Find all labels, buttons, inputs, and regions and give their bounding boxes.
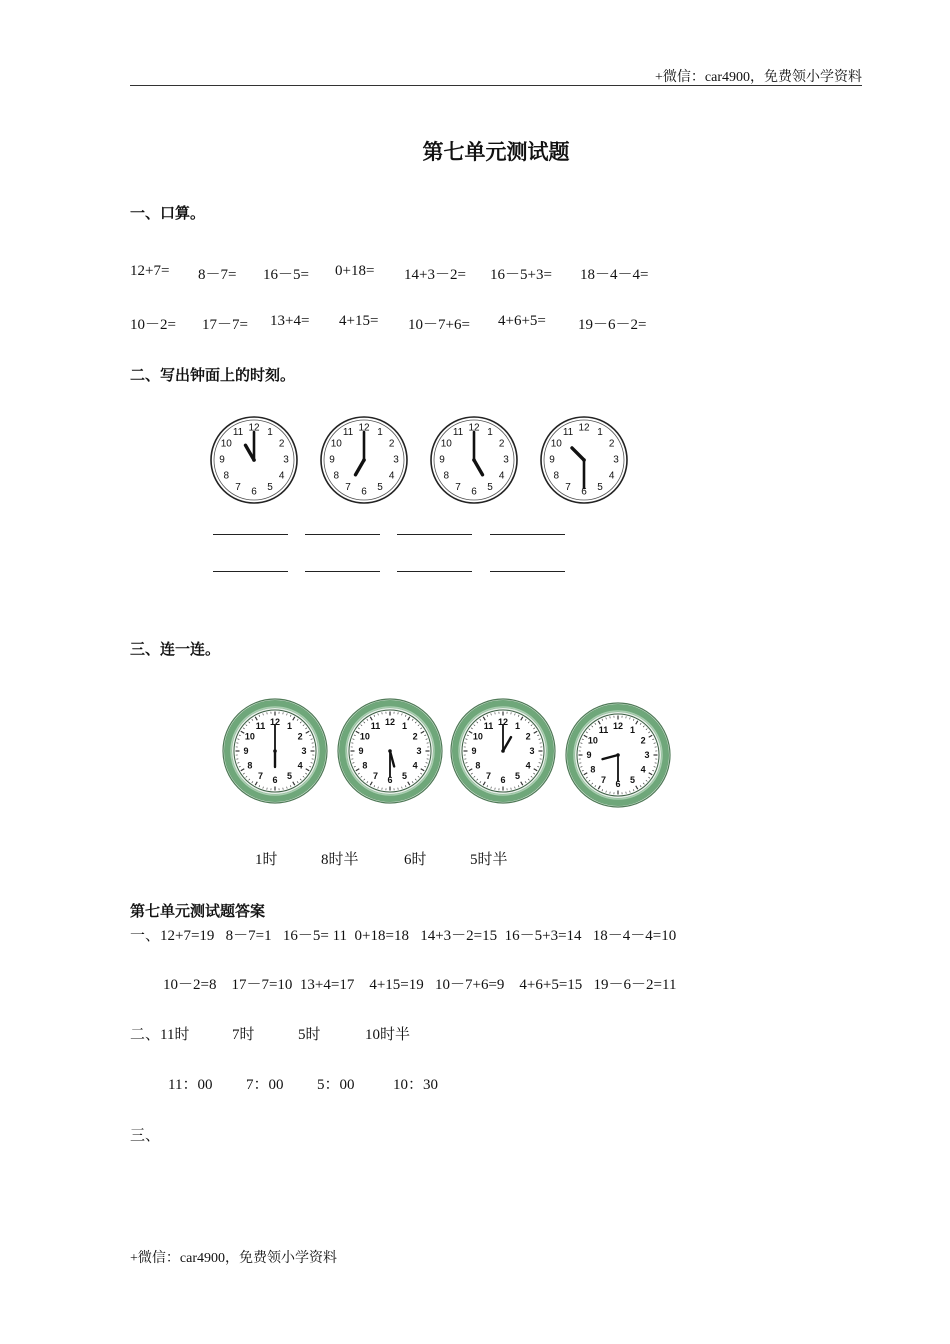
clock-numeral: 9 <box>471 746 477 756</box>
clock-center <box>388 749 392 753</box>
clock-numeral: 5 <box>286 771 293 782</box>
clock-numeral: 3 <box>503 454 509 466</box>
header-rule <box>130 85 862 86</box>
clock-numeral: 10 <box>330 438 342 450</box>
time-label: 6时 <box>404 852 427 868</box>
clock-numeral: 4 <box>278 470 285 482</box>
clock-numeral: 12 <box>358 422 370 434</box>
clock-numeral: 7 <box>345 482 351 494</box>
arith-item: 14+3－2= <box>404 267 466 283</box>
clock-numeral: 6 <box>471 486 477 498</box>
clock-numeral: 9 <box>329 454 335 466</box>
arith-item: 8－7= <box>198 267 237 283</box>
answer-blank[interactable] <box>490 534 565 535</box>
answers-time: 5时 <box>298 1027 321 1043</box>
clock-numeral: 8 <box>443 470 450 482</box>
clock-numeral: 9 <box>219 454 225 466</box>
clock-numeral: 7 <box>257 771 264 782</box>
clock-numeral: 10 <box>550 438 562 450</box>
clock-numeral: 10 <box>440 438 452 450</box>
time-label: 5时半 <box>470 852 508 868</box>
clock-face <box>428 414 520 506</box>
arith-item: 16－5+3= <box>490 267 552 283</box>
clock-numeral: 1 <box>401 720 408 731</box>
clock-numeral: 6 <box>500 775 506 785</box>
answer-blank[interactable] <box>397 571 472 572</box>
clock-numeral: 6 <box>615 779 621 789</box>
clock-numeral: 12 <box>578 422 590 434</box>
clock-numeral: 3 <box>644 750 650 760</box>
clock-numeral: 4 <box>498 470 505 482</box>
clock-numeral: 9 <box>586 750 592 760</box>
clock-numeral: 7 <box>600 775 607 786</box>
clock-numeral: 7 <box>235 482 241 494</box>
clock-numeral: 11 <box>598 724 609 735</box>
clock-numeral: 3 <box>283 454 289 466</box>
footer-text: +微信：car4900，免费领小学资料 <box>130 1251 337 1266</box>
clock-numeral: 6 <box>581 486 587 498</box>
clock-face <box>208 414 300 506</box>
clock-numeral: 12 <box>384 717 396 727</box>
clock-numeral: 7 <box>565 482 571 494</box>
answers-line5: 三、 <box>130 1128 161 1144</box>
answers-digital: 11：00 <box>168 1077 213 1093</box>
clock-numeral: 6 <box>361 486 367 498</box>
clock-numeral: 6 <box>387 775 393 785</box>
clock-numeral: 4 <box>297 760 303 771</box>
arith-item: 10－2= <box>130 317 176 333</box>
answers-title: 第七单元测试题答案 <box>130 902 266 920</box>
clock-numeral: 1 <box>286 720 293 731</box>
clock-numeral: 8 <box>475 760 481 771</box>
green-clock <box>450 698 556 804</box>
clock-numeral: 2 <box>278 438 285 450</box>
clock-numeral: 5 <box>401 771 408 782</box>
clock-numeral: 12 <box>248 422 260 434</box>
clock-numeral: 5 <box>514 771 521 782</box>
clock-numeral: 9 <box>243 746 249 756</box>
clock-numeral: 5 <box>267 482 273 494</box>
clock-numeral: 11 <box>562 426 574 438</box>
green-clock <box>222 698 328 804</box>
section2-heading: 二、写出钟面上的时刻。 <box>130 366 296 384</box>
section3-heading: 三、连一连。 <box>130 640 221 658</box>
clock-numeral: 7 <box>485 771 492 782</box>
clock-numeral: 2 <box>525 731 531 742</box>
clock-numeral: 11 <box>342 426 354 438</box>
clock-numeral: 3 <box>529 746 535 756</box>
clock-numeral: 8 <box>223 470 230 482</box>
clock-center <box>472 458 476 462</box>
answers-time: 7时 <box>232 1027 255 1043</box>
clock-numeral: 2 <box>412 731 418 742</box>
clock-numeral: 5 <box>377 482 383 494</box>
clock-numeral: 5 <box>487 482 493 494</box>
header-text: +微信：car4900，免费领小学资料 <box>655 70 862 85</box>
clock-numeral: 2 <box>388 438 395 450</box>
clock-numeral: 10 <box>220 438 232 450</box>
answers-time: 二、11时 <box>130 1027 190 1043</box>
clock-numeral: 9 <box>439 454 445 466</box>
answers-digital: 10：30 <box>393 1077 439 1093</box>
clock-numeral: 4 <box>388 470 395 482</box>
section1-heading: 一、口算。 <box>130 204 206 222</box>
answers-time: 10时半 <box>365 1027 411 1043</box>
answer-blank[interactable] <box>397 534 472 535</box>
clock-numeral: 7 <box>455 482 461 494</box>
answer-blank[interactable] <box>305 534 380 535</box>
clock-numeral: 1 <box>267 426 273 438</box>
arith-item: 10－7+6= <box>408 317 470 333</box>
arith-item: 4+15= <box>339 313 379 329</box>
clock-numeral: 6 <box>251 486 257 498</box>
clock-numeral: 5 <box>597 482 603 494</box>
answers-digital: 5：00 <box>317 1077 355 1093</box>
clock-numeral: 2 <box>640 735 646 746</box>
clock-numeral: 8 <box>247 760 253 771</box>
answers-line2: 10－2=8 17－7=10 13+4=17 4+15=19 10－7+6=9 4+6+5=15 19－6－2=11 <box>163 977 677 993</box>
clock-numeral: 6 <box>272 775 278 785</box>
clock-numeral: 1 <box>377 426 383 438</box>
clock-center <box>273 749 277 753</box>
answer-blank[interactable] <box>213 534 288 535</box>
clock-numeral: 11 <box>483 720 494 731</box>
clock-numeral: 4 <box>640 764 646 775</box>
clock-numeral: 2 <box>498 438 505 450</box>
clock-numeral: 3 <box>301 746 307 756</box>
clock-numeral: 3 <box>613 454 619 466</box>
clock-center <box>501 749 505 753</box>
clock-numeral: 4 <box>608 470 615 482</box>
arith-item: 4+6+5= <box>498 313 546 329</box>
answer-blank[interactable] <box>490 571 565 572</box>
clock-numeral: 12 <box>497 717 509 727</box>
arith-item: 16－5= <box>263 267 309 283</box>
clock-numeral: 2 <box>297 731 303 742</box>
clock-numeral: 10 <box>472 731 483 742</box>
clock-numeral: 8 <box>590 764 596 775</box>
page-title: 第七单元测试题 <box>422 140 570 164</box>
clock-numeral: 10 <box>359 731 370 742</box>
arith-item: 0+18= <box>335 263 375 279</box>
arith-item: 19－6－2= <box>578 317 647 333</box>
clock-numeral: 3 <box>393 454 399 466</box>
clock-numeral: 7 <box>372 771 379 782</box>
clock-numeral: 12 <box>612 721 624 731</box>
clock-numeral: 8 <box>333 470 340 482</box>
clock-numeral: 1 <box>487 426 493 438</box>
clock-numeral: 8 <box>362 760 368 771</box>
answers-line1: 一、12+7=19 8－7=1 16－5= 11 0+18=18 14+3－2=15 16－5+3=14 18－4－4=10 <box>130 928 677 944</box>
clock-numeral: 2 <box>608 438 615 450</box>
time-label: 1时 <box>255 852 278 868</box>
answer-blank[interactable] <box>213 571 288 572</box>
green-clock <box>337 698 443 804</box>
clock-numeral: 10 <box>587 735 598 746</box>
clock-numeral: 5 <box>629 775 636 786</box>
answer-blank[interactable] <box>305 571 380 572</box>
clock-numeral: 11 <box>232 426 244 438</box>
green-clock <box>565 702 671 808</box>
clock-numeral: 11 <box>370 720 381 731</box>
clock-numeral: 11 <box>255 720 266 731</box>
clock-numeral: 4 <box>412 760 418 771</box>
answers-digital: 7：00 <box>246 1077 284 1093</box>
time-label: 8时半 <box>321 852 359 868</box>
clock-numeral: 1 <box>629 724 636 735</box>
clock-numeral: 12 <box>269 717 281 727</box>
clock-face <box>538 414 630 506</box>
clock-numeral: 8 <box>553 470 560 482</box>
arith-item: 17－7= <box>202 317 248 333</box>
clock-numeral: 1 <box>597 426 603 438</box>
clock-numeral: 11 <box>452 426 464 438</box>
clock-center <box>582 458 586 462</box>
clock-numeral: 12 <box>468 422 480 434</box>
clock-center <box>616 753 620 757</box>
clock-face <box>318 414 410 506</box>
clock-numeral: 1 <box>514 720 521 731</box>
clock-numeral: 9 <box>358 746 364 756</box>
arith-item: 12+7= <box>130 263 170 279</box>
arith-item: 18－4－4= <box>580 267 649 283</box>
clock-center <box>362 458 366 462</box>
clock-numeral: 3 <box>416 746 422 756</box>
clock-numeral: 10 <box>244 731 255 742</box>
clock-numeral: 9 <box>549 454 555 466</box>
clock-numeral: 4 <box>525 760 531 771</box>
arith-item: 13+4= <box>270 313 310 329</box>
clock-center <box>252 458 256 462</box>
